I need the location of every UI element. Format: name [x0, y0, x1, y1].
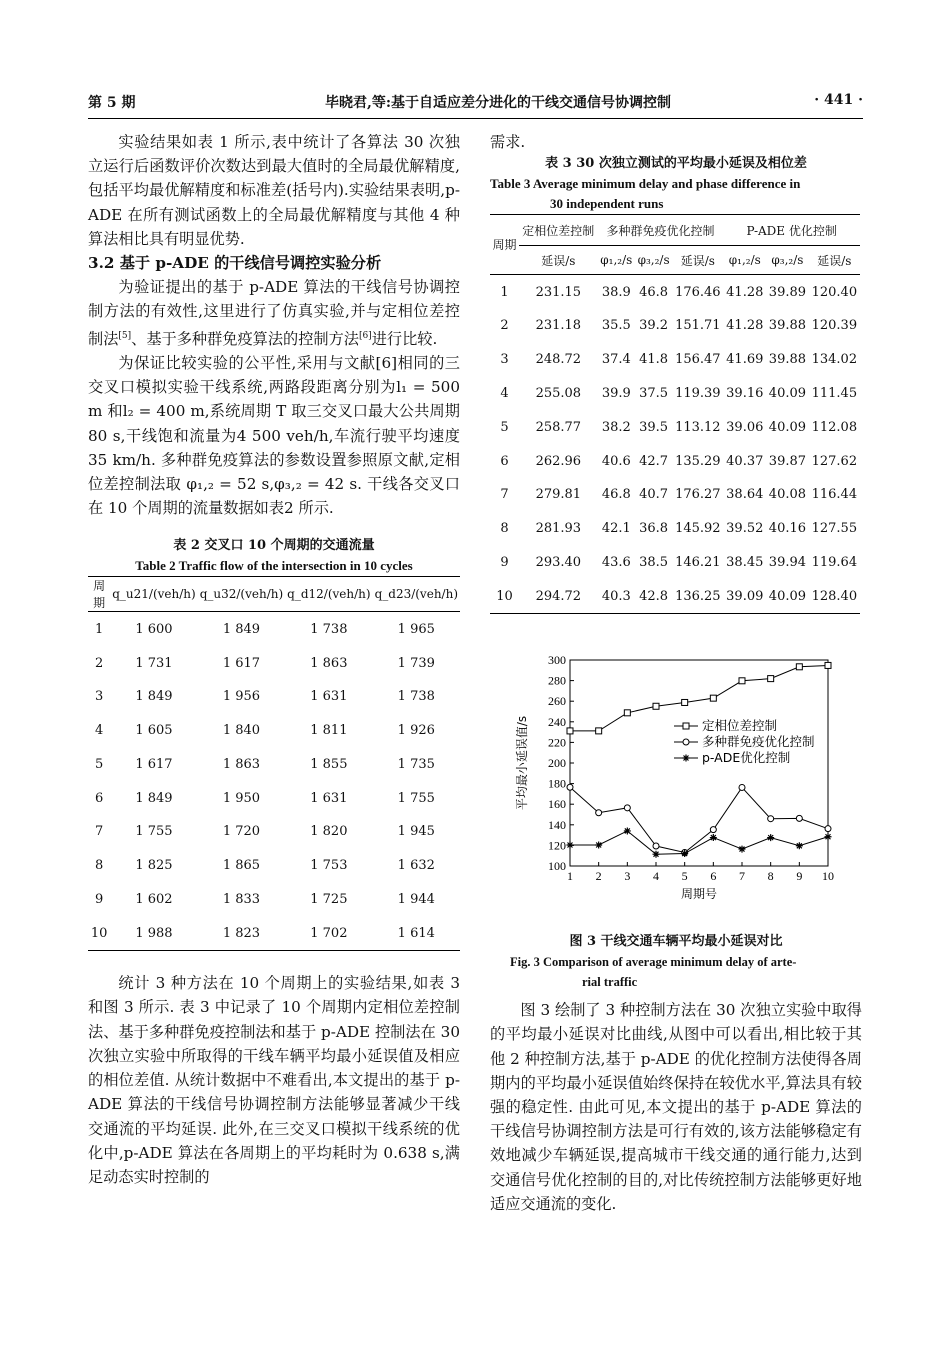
table3-cell: 37.5 [639, 385, 669, 401]
legend-label-2: 多种群免疫优化控制 [702, 734, 815, 750]
table3-cell: 39.88 [768, 318, 807, 334]
table2-cell: 1 755 [397, 790, 435, 806]
table3-cell: 1 [500, 284, 509, 300]
table3-header-delay-multi: 延误/s [672, 246, 723, 275]
table2-header-cell: q_u21/(veh/h) [110, 577, 197, 612]
running-header [88, 92, 863, 114]
series-2-point [825, 826, 831, 832]
table3-cell: 39.87 [768, 453, 807, 469]
table2-cell: 1 725 [310, 892, 348, 908]
x-tick-label: 9 [796, 869, 803, 884]
table3-cell: 6 [500, 453, 509, 469]
table2-cell: 1 956 [222, 689, 261, 705]
table3-cell: 127.55 [811, 521, 858, 537]
para2-text-b: 、基于多种群免疫算法的控制方法 [131, 329, 359, 348]
table2-cell: 1 849 [135, 689, 173, 705]
series-1-point [596, 728, 602, 734]
table3-row [490, 444, 860, 478]
ref-6: [6] [358, 330, 372, 341]
table2-cell: 1 944 [397, 892, 435, 908]
table2-cell: 1 632 [397, 858, 435, 874]
table2-cell: 1 820 [310, 824, 348, 840]
left-column [88, 130, 460, 1189]
table3-caption-en-1: Table 3 Average minimum delay and phase difference in [490, 176, 801, 192]
table2-cell: 5 [94, 756, 104, 772]
table3-row [490, 512, 860, 546]
table3-cell: 2 [500, 318, 509, 334]
table3-cell: 40.09 [768, 385, 807, 401]
table2-cell: 1 863 [222, 756, 261, 772]
table3-cell: 39.89 [768, 284, 807, 300]
table3-row [490, 309, 860, 343]
table3-cell: 293.40 [535, 554, 582, 570]
table2-cell: 1 988 [135, 925, 173, 941]
table3-row [490, 343, 860, 377]
table2-cell: 1 631 [310, 790, 348, 806]
table2-cell: 1 755 [135, 824, 173, 840]
table3-cell: 111.45 [811, 385, 858, 401]
y-tick-label: 220 [548, 735, 566, 750]
table2-cell: 1 735 [397, 756, 435, 772]
table3-cell: 120.40 [811, 284, 858, 300]
table3-cell: 119.64 [811, 554, 858, 570]
table3-cell: 258.77 [535, 419, 582, 435]
series-2-point [739, 785, 745, 791]
table2-cell: 7 [94, 824, 104, 840]
table3-cell: 40.6 [601, 453, 631, 469]
table2-cell: 10 [90, 925, 108, 941]
table2-cell: 2 [94, 655, 104, 671]
table2-cell: 1 753 [310, 858, 348, 874]
y-tick-label: 180 [548, 776, 566, 791]
page-number: · 441 · [814, 92, 863, 108]
series-3-point [796, 842, 803, 849]
series-3-point [825, 833, 832, 840]
table3-cell: 279.81 [535, 487, 582, 503]
table2-cell: 1 602 [135, 892, 173, 908]
issue-number: 第 5 期 [88, 95, 136, 111]
table3-cell: 10 [496, 588, 513, 604]
table3-cell: 46.8 [601, 487, 631, 503]
table3 [490, 214, 860, 614]
table3-row [490, 377, 860, 411]
table2-caption: 表 2 交叉口 10 个周期的交通流量 [173, 538, 375, 554]
table3-header-fixed: 定相位差控制 [519, 215, 598, 246]
table2-cell: 1 950 [222, 790, 261, 806]
para2-text-a: 为验证提出的基于 p-ADE 算法的干线信号协调控制方法的有效性,这里进行了仿真实验,并与定相位差控制法 [88, 278, 460, 348]
table3-cell: 39.9 [601, 385, 631, 401]
series-line-1 [570, 666, 828, 734]
series-2-point [567, 784, 573, 790]
table3-cell: 116.44 [811, 487, 858, 503]
table3-header-delay-pade: 延误/s [809, 246, 860, 275]
table3-cell: 39.2 [639, 318, 669, 334]
table2-cell: 1 617 [135, 756, 173, 772]
series-3-point [624, 828, 631, 835]
table3-cell: 145.92 [675, 521, 721, 537]
table2-header-cell: 周期 [88, 577, 110, 612]
series-1-point [624, 710, 630, 716]
table2 [88, 576, 460, 951]
table3-cell: 255.08 [535, 385, 582, 401]
table2-row [88, 849, 460, 883]
table2-cell: 1 617 [222, 655, 261, 671]
table3-cell: 4 [500, 385, 509, 401]
paragraph-continued: 需求. [490, 133, 526, 151]
x-tick-label: 6 [710, 869, 717, 884]
x-tick-label: 7 [739, 869, 745, 884]
table3-header-phi12-multi: φ₁,₂/s [598, 246, 635, 275]
table3-cell: 40.7 [639, 487, 669, 503]
table2-cell: 4 [94, 723, 104, 739]
table2-cell: 9 [94, 892, 104, 908]
table3-header-phi32-multi: φ₃,₂/s [635, 246, 672, 275]
table3-cell: 37.4 [601, 352, 631, 368]
series-line-3 [570, 831, 828, 854]
x-tick-label: 3 [624, 869, 631, 884]
table2-cell: 1 738 [397, 689, 435, 705]
table3-body [490, 275, 860, 614]
series-3-point [595, 842, 602, 849]
legend-marker-3 [683, 755, 690, 762]
running-title: 毕晓君,等:基于自适应差分进化的干线交通信号协调控制 [324, 95, 672, 111]
table2-cell: 1 849 [222, 621, 261, 637]
table3-header-period: 周期 [490, 215, 519, 275]
right-column [490, 130, 862, 1216]
table3-cell: 43.6 [601, 554, 631, 570]
table3-cell: 41.28 [726, 284, 764, 300]
table3-cell: 176.46 [675, 284, 721, 300]
table3-cell: 38.45 [726, 554, 764, 570]
table3-cell: 146.21 [675, 554, 721, 570]
table3-cell: 5 [500, 419, 509, 435]
table3-cell: 8 [500, 521, 509, 537]
table2-row [88, 646, 460, 680]
table2-row [88, 815, 460, 849]
table3-caption: 表 3 30 次独立测试的平均最小延误及相位差 [545, 156, 807, 172]
table2-cell: 1 945 [397, 824, 435, 840]
table2-row [88, 680, 460, 714]
table2-cell: 1 965 [397, 621, 435, 637]
table3-cell: 40.16 [768, 521, 807, 537]
legend-label-1: 定相位差控制 [702, 718, 778, 734]
table3-cell: 38.64 [726, 487, 764, 503]
table3-cell: 41.69 [726, 352, 764, 368]
table2-cell: 1 614 [397, 925, 435, 941]
table3-row [490, 478, 860, 512]
section-heading: 3.2 基于 p-ADE 的干线信号调控实验分析 [88, 254, 382, 273]
table2-header-cell: q_d12/(veh/h) [285, 577, 372, 612]
table2-cell: 1 702 [310, 925, 348, 941]
y-tick-label: 260 [548, 694, 566, 709]
table3-cell: 134.02 [811, 352, 858, 368]
table3-cell: 39.5 [639, 419, 669, 435]
table2-cell: 1 863 [310, 655, 348, 671]
table3-caption-en-2: 30 independent runs [550, 196, 664, 212]
table3-cell: 39.06 [726, 419, 764, 435]
table3-cell: 127.62 [811, 453, 858, 469]
paragraph-figure-analysis: 图 3 绘制了 3 种控制方法在 30 次独立实验中取得的平均最小延误对比曲线,从图中可以看出,相比较于其他 2 种控制方法,基于 p-ADE 的优化控制方法使得各周期内的平均最小延误值始终保持在较优水平,算法具有较强的稳定性. 由此可见,本文提出的基于 p-ADE 算法的干线信号协调控制方法是可行有效的,该方法能够稳定有效地减少车辆延误,提高城市干线交通的通行能力,达到交通信号优化控制的目的,对比传统控制方法能够更好地适应交通流的变化. [490, 1001, 862, 1213]
series-1-point [739, 678, 745, 684]
table3-cell: 42.7 [639, 453, 669, 469]
table3-header-phi32-pade: φ₃,₂/s [766, 246, 809, 275]
table2-cell: 1 600 [135, 621, 173, 637]
legend-label-3: p-ADE优化控制 [702, 750, 791, 766]
table3-cell: 9 [500, 554, 509, 570]
table3-cell: 40.37 [726, 453, 764, 469]
table2-header-cell: q_u32/(veh/h) [198, 577, 285, 612]
paragraph-statistics: 统计 3 种方法在 10 个周期上的实验结果,如表 3 和图 3 所示. 表 3 中记录了 10 个周期内定相位差控制法、基于多种群免疫控制法和基于 p-ADE 控制法在 30 次独立实验中所取得的干线车辆平均最小延误值及相应的相位差值. 从统计数据中不难看出,本文提出的基于 p-ADE 算法的干线信号协调控制方法能够显著减少干线交通流的平均延误. 此外,在三交叉口模拟干线系统的优化中,p-ADE 算法在各周期上的平均耗时为 0.638 s,满足动态实时控制的 [88, 974, 460, 1186]
table3-cell: 38.5 [639, 554, 669, 570]
table3-cell: 35.5 [601, 318, 631, 334]
table3-row [490, 579, 860, 613]
table3-cell: 136.25 [675, 588, 721, 604]
table3-cell: 36.8 [639, 521, 669, 537]
x-tick-label: 1 [567, 869, 573, 884]
x-tick-label: 5 [681, 869, 688, 884]
table2-cell: 1 605 [135, 723, 173, 739]
legend-marker-1 [683, 723, 689, 729]
table3-cell: 3 [500, 352, 509, 368]
table2-cell: 1 825 [135, 858, 173, 874]
table2-caption-en: Table 2 Traffic flow of the intersection in 10 cycles [135, 558, 413, 574]
table2-row [88, 916, 460, 950]
table2-cell: 1 738 [310, 621, 348, 637]
table3-cell: 40.3 [601, 588, 631, 604]
table3-cell: 294.72 [535, 588, 582, 604]
table2-row [88, 612, 460, 646]
table3-cell: 39.88 [768, 352, 807, 368]
y-tick-label: 140 [548, 817, 566, 832]
series-3-point [653, 851, 660, 858]
table2-cell: 1 631 [310, 689, 348, 705]
table2-cell: 3 [94, 689, 104, 705]
series-2-point [796, 816, 802, 822]
x-tick-label: 8 [767, 869, 774, 884]
table3-cell: 262.96 [535, 453, 582, 469]
table3-header-delay-fixed: 延误/s [519, 246, 598, 275]
table3-cell: 42.1 [601, 521, 631, 537]
figure3-chart [490, 644, 862, 924]
table2-body [88, 612, 460, 951]
ref-5: [5] [118, 330, 132, 341]
x-tick-label: 4 [653, 869, 659, 884]
series-1-point [567, 728, 573, 734]
table3-cell: 151.71 [675, 318, 721, 334]
table3-cell: 281.93 [535, 521, 582, 537]
series-1-point [768, 676, 774, 682]
table2-row [88, 781, 460, 815]
series-3-point [739, 846, 746, 853]
para2-text-c: 进行比较. [371, 329, 438, 348]
table3-cell: 7 [500, 487, 509, 503]
paragraph-validation [88, 275, 460, 351]
paragraph-results: 实验结果如表 1 所示,表中统计了各算法 30 次独立运行后函数评价次数达到最大值时的全局最优解精度,包括平均最优解精度和标准差(括号内).实验结果表明,p-ADE 在所有测试函数上的全局最优解精度与其他 4 种算法相比具有明显优势. [88, 133, 460, 248]
table3-cell: 39.16 [726, 385, 764, 401]
series-1-point [682, 700, 688, 706]
series-2-point [596, 810, 602, 816]
table3-cell: 113.12 [675, 419, 721, 435]
table3-cell: 38.9 [601, 284, 631, 300]
figure3-caption-en-1: Fig. 3 Comparison of average minimum delay of arte- [510, 955, 797, 970]
figure3-caption-en-2: rial traffic [582, 975, 638, 990]
table2-header-cell: q_d23/(veh/h) [373, 577, 460, 612]
x-tick-label: 2 [595, 869, 602, 884]
table3-header-row-2 [490, 246, 860, 275]
table3-row [490, 410, 860, 444]
table2-cell: 1 720 [222, 824, 261, 840]
series-2-point [710, 827, 716, 833]
table3-cell: 39.52 [726, 521, 764, 537]
series-1-point [796, 664, 802, 670]
table3-header-row-1 [490, 215, 860, 246]
table3-cell: 120.39 [811, 318, 858, 334]
y-tick-label: 160 [548, 797, 566, 812]
x-axis-label: 周期号 [680, 887, 718, 902]
table2-cell: 1 833 [222, 892, 261, 908]
table2-row [88, 883, 460, 917]
table3-cell: 41.28 [726, 318, 764, 334]
table3-cell: 135.29 [675, 453, 721, 469]
series-3-point [681, 850, 688, 857]
series-3-point [767, 834, 774, 841]
table2-cell: 1 865 [222, 858, 261, 874]
y-tick-label: 120 [548, 838, 566, 853]
table3-cell: 38.2 [601, 419, 631, 435]
table3-cell: 248.72 [535, 352, 582, 368]
y-tick-label: 200 [548, 756, 566, 771]
series-2-point [768, 816, 774, 822]
table2-cell: 1 739 [397, 655, 435, 671]
table3-cell: 40.09 [768, 588, 807, 604]
table3-cell: 40.09 [768, 419, 807, 435]
table3-cell: 112.08 [811, 419, 858, 435]
table3-row [490, 546, 860, 580]
table2-cell: 1 855 [310, 756, 348, 772]
series-1-point [825, 663, 831, 669]
series-1-point [653, 703, 659, 709]
series-3-point [710, 834, 717, 841]
table2-cell: 6 [94, 790, 104, 806]
table2-cell: 1 [94, 621, 104, 637]
table3-cell: 42.8 [639, 588, 669, 604]
legend-marker-2 [683, 739, 689, 745]
table2-header-row [88, 577, 460, 612]
table2-cell: 1 926 [397, 723, 435, 739]
table3-cell: 40.08 [768, 487, 807, 503]
table3-cell: 119.39 [675, 385, 721, 401]
table3-cell: 231.15 [535, 284, 582, 300]
paragraph-setup: 为保证比较实验的公平性,采用与文献[6]相同的三交叉口模拟实验干线系统,两路段距离分别为l₁ = 500 m 和l₂ = 400 m,系统周期 T 取三交叉口最大公共周期80 s,干线饱和流量为4 500 veh/h,车流行驶平均速度 35 km/h. 多种群免疫算法的参数设置参照原文献,定相位差控制法取 φ₁,₂ = 52 s,φ₃,₂ = 42 s. 干线各交叉口在 10 个周期的流量数据如表2 所示. [88, 353, 460, 518]
table3-cell: 46.8 [639, 284, 669, 300]
table2-row [88, 714, 460, 748]
table3-cell: 39.94 [768, 554, 807, 570]
table3-cell: 176.27 [675, 487, 721, 503]
y-tick-label: 300 [548, 653, 566, 668]
y-tick-label: 100 [548, 859, 566, 874]
table2-cell: 1 849 [135, 790, 173, 806]
table3-cell: 128.40 [811, 588, 858, 604]
table3-row [490, 275, 860, 309]
series-3-point [567, 842, 574, 849]
y-axis-label: 平均最小延误值/s [515, 716, 529, 811]
figure3-caption-en [490, 952, 862, 992]
series-1-point [710, 695, 716, 701]
table2-cell: 1 823 [222, 925, 261, 941]
table2-cell: 1 811 [310, 723, 348, 739]
header-rule [88, 118, 863, 119]
table3-header-multi: 多种群免疫优化控制 [598, 215, 724, 246]
table3-cell: 156.47 [675, 352, 721, 368]
table2-row [88, 748, 460, 782]
y-tick-label: 240 [548, 714, 566, 729]
table3-cell: 231.18 [535, 318, 582, 334]
table3-cell: 39.09 [726, 588, 764, 604]
figure3-caption: 图 3 干线交通车辆平均最小延误对比 [569, 934, 783, 950]
series-2-point [653, 843, 659, 849]
table3-header-phi12-pade: φ₁,₂/s [723, 246, 766, 275]
table3-header-pade: P-ADE 优化控制 [723, 215, 860, 246]
x-tick-label: 10 [822, 869, 834, 884]
table2-cell: 1 840 [222, 723, 261, 739]
y-tick-label: 280 [548, 673, 566, 688]
table3-cell: 41.8 [639, 352, 669, 368]
series-2-point [624, 805, 630, 811]
table2-cell: 1 731 [135, 655, 173, 671]
table2-cell: 8 [94, 858, 104, 874]
